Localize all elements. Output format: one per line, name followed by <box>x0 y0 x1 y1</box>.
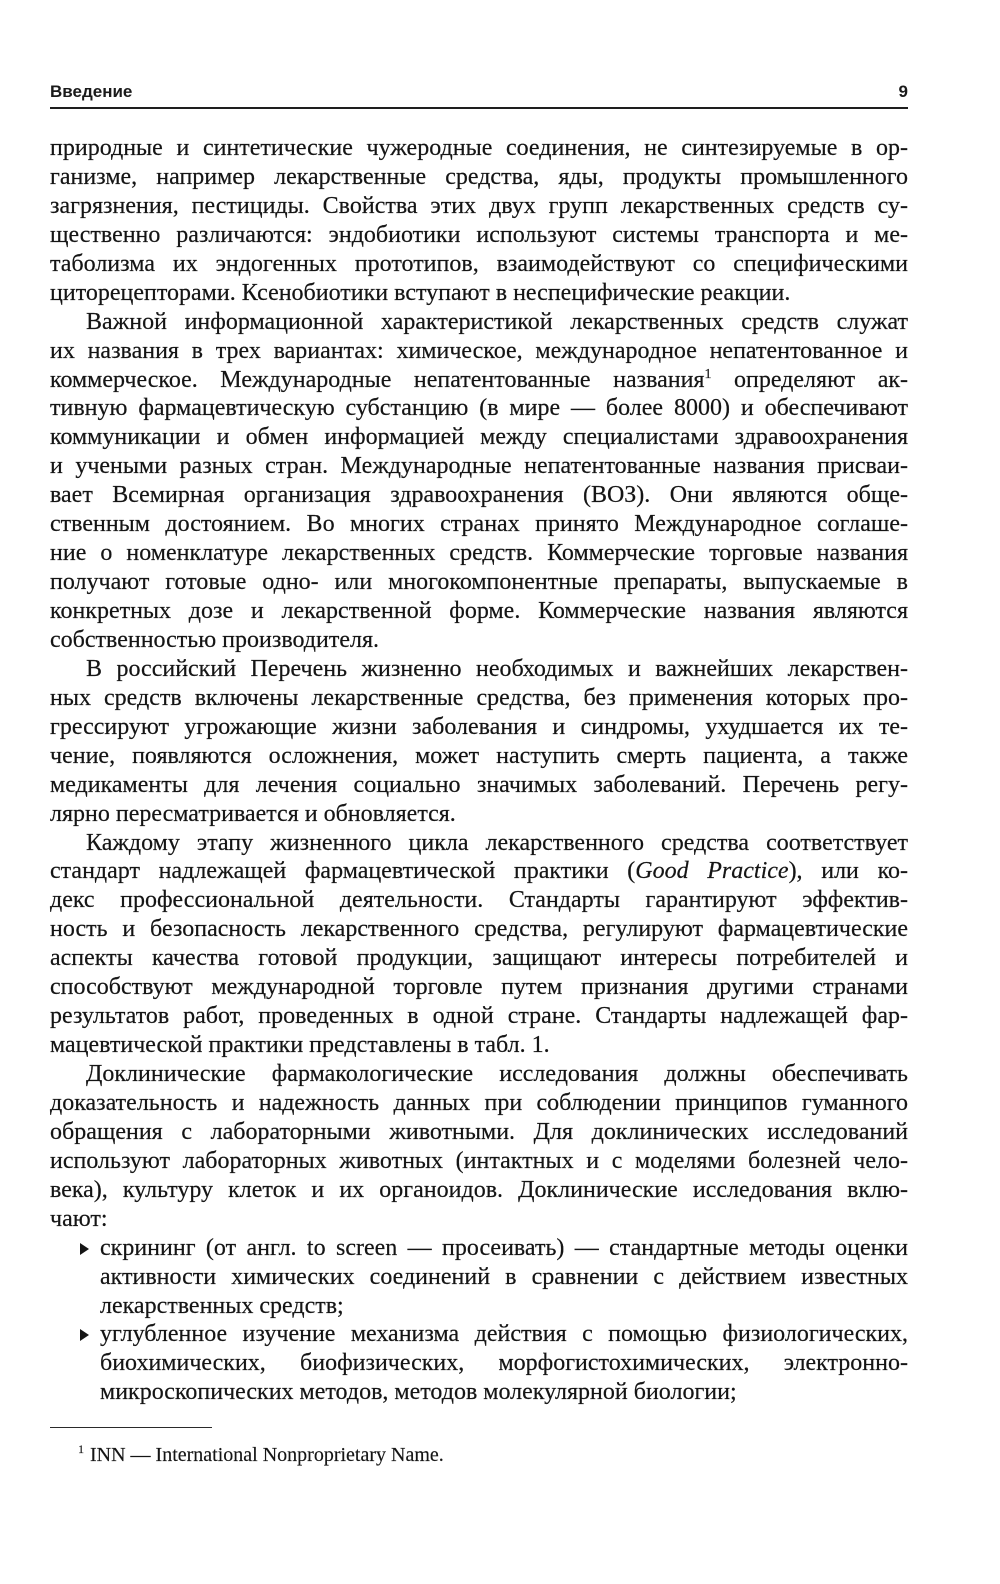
text-line: загрязнения, пестициды. Свойства этих двух групп лекарственных средств су- <box>50 192 908 219</box>
footnote <box>78 1442 444 1468</box>
text-line: используют лабораторных животных (интактных и с моделями болезней чело- <box>50 1147 908 1174</box>
text-line: Важной информационной характеристикой лекарственных средств служат <box>86 308 908 335</box>
main-text <box>50 134 908 1407</box>
triangle-right-icon <box>80 1243 89 1255</box>
text-line: обращения с лабораторными животными. Для доклинических исследований <box>50 1118 908 1145</box>
text-line: способствуют международной торговле путем признания другими странами <box>50 974 908 1001</box>
footnote-text: INN — International Nonproprietary Name. <box>90 1444 444 1466</box>
text-line: их названия в трех вариантах: химическое, международное непатентованное и <box>50 337 908 364</box>
text-line: грессируют угрожающие жизни заболевания и синдромы, ухудшается их те- <box>50 713 908 740</box>
text-line: тивную фармацевтическую субстанцию (в мире — более 8000) и обеспечивают <box>50 395 908 422</box>
paragraph <box>50 308 908 655</box>
text-line: Каждому этапу жизненного цикла лекарственного средства соответствует <box>86 829 908 856</box>
text-line: циторецепторами. Ксенобиотики вступают в неспецифические реакции. <box>50 279 791 306</box>
text-line: углубленное изучение механизма действия с помощью физиологических, <box>100 1321 908 1348</box>
footnote-reference: 1 <box>704 366 712 382</box>
text-line: микроскопических методов, методов молекулярной биологии; <box>100 1379 737 1406</box>
footnote-rule <box>50 1427 212 1428</box>
text-line: ганизме, например лекарственные средства, яды, продукты промышленного <box>50 163 908 190</box>
text-line: конкретных дозе и лекарственной форме. Коммерческие названия являются <box>50 598 908 624</box>
page-number: 9 <box>898 82 908 101</box>
text-line: В российский Перечень жизненно необходимых и важнейших лекарствен- <box>86 655 908 682</box>
text-line: лярно пересматривается и обновляется. <box>50 800 456 827</box>
text-line: декс профессиональной деятельности. Стандарты гарантируют эффектив- <box>50 887 908 914</box>
text-line: мацевтической практики представлены в табл. 1. <box>50 1032 550 1059</box>
text-line: активности химических соединений в сравнении с действием известных <box>100 1263 908 1290</box>
text-line: биохимических, биофизических, морфогистохимических, электронно- <box>100 1350 908 1377</box>
text-line: чают: <box>50 1205 108 1232</box>
text-line: медикаменты для лечения социально значимых заболеваний. Перечень регу- <box>50 771 908 798</box>
text-line: щественно различаются: эндобиотики используют системы транспорта и ме- <box>50 221 908 248</box>
text-line: получают готовые одно- или многокомпонентные препараты, выпускаемые в <box>50 569 908 596</box>
text-segment: стандарт надлежащей фармацевтической практики ( <box>50 858 636 885</box>
text-line: аспекты качества готовой продукции, защищают интересы потребителей и <box>50 945 908 972</box>
header-rule <box>50 107 908 109</box>
running-head-title: Введение <box>50 82 133 101</box>
text-line: собственностью производителя. <box>50 626 380 653</box>
text-line <box>50 366 908 395</box>
triangle-right-icon <box>80 1329 89 1341</box>
text-line: ственным достоянием. Во многих странах принято Международное соглаше- <box>50 511 908 538</box>
text-line: и учеными разных стран. Международные непатентованные названия присваи- <box>50 453 908 480</box>
text-line: лекарственных средств; <box>100 1292 344 1319</box>
paragraph <box>50 655 908 829</box>
text-line <box>50 857 908 886</box>
text-line: коммуникации и обмен информацией между специалистами здравоохранения <box>50 424 908 451</box>
text-line: природные и синтетические чужеродные соединения, не синтезируемые в ор- <box>50 135 908 161</box>
text-segment: определяют ак- <box>711 366 908 393</box>
text-segment: коммерческое. Международные непатентованные названия <box>50 366 705 393</box>
text-line: ность и безопасность лекарственного средства, регулируют фармацевтические <box>50 916 908 943</box>
list-item <box>50 1234 908 1321</box>
text-line: ных средств включены лекарственные средства, без применения которых про- <box>50 684 908 711</box>
paragraph <box>50 829 908 1061</box>
footnote-marker: 1 <box>78 1442 84 1456</box>
text-line: Доклинические фармакологические исследования должны обеспечивать <box>86 1061 908 1087</box>
text-line: результатов работ, проведенных в одной стране. Стандарты надлежащей фар- <box>50 1003 908 1030</box>
text-segment: ), или ко- <box>788 858 909 885</box>
text-line: вает Всемирная организация здравоохранения (ВОЗ). Они являются обще- <box>50 482 908 509</box>
list-item <box>50 1320 908 1407</box>
text-line: чение, появляются осложнения, может наступить смерть пациента, а также <box>50 742 908 769</box>
text-line: скрининг (от англ. to screen — просеивать) — стандартные методы оценки <box>100 1234 908 1261</box>
paragraph <box>50 1060 908 1234</box>
text-line: ние о номенклатуре лекарственных средств. Коммерческие торговые названия <box>50 540 908 567</box>
text-line: доказательность и надежность данных при соблюдении принципов гуманного <box>50 1089 908 1116</box>
italic-term: Good Practice <box>635 858 789 885</box>
paragraph <box>50 134 908 308</box>
text-line: таболизма их эндогенных прототипов, взаимодействуют со специфическими <box>50 250 908 277</box>
bullet-list <box>50 1234 908 1408</box>
text-line: века), культуру клеток и их органоидов. Доклинические исследования вклю- <box>50 1176 908 1203</box>
